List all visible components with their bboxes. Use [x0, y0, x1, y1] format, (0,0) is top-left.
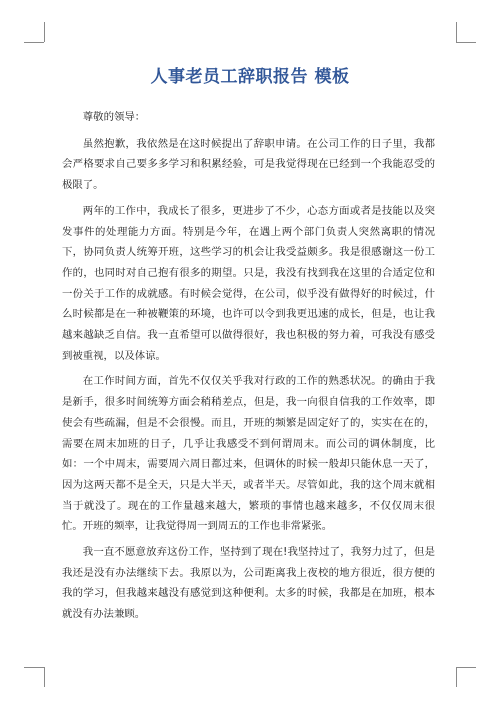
paragraph-1: 虽然抱歉，我依然是在这时候提出了辞职申请。在公司工作的日子里，我都会严格要求自己要多多学习和积累经验，可是我觉得现在已经到一个我能忍受的极限了。: [62, 137, 435, 192]
paragraph-4: 我一直不愿意放弃这份工作，坚持到了现在!我坚持过了，我努力过了，但是我还是没有办法继续下去。我原以为，公司距离我上夜校的地方很近，很方便的我的学习，但我越来越没有感觉到这种便利。太多的时候，我都是在加班，根本就没有办法兼顾。: [62, 546, 435, 621]
crop-mark-top-left: [24, 42, 44, 43]
document-title: 人事老员工辞职报告 模板: [150, 67, 350, 87]
paragraph-3: 在工作时间方面，首先不仅仅关乎我对行政的工作的熟悉状况。的确由于我是新手，很多时间统筹方面会稍稍差点，但是，我一向很自信我的工作效率，即使会有些疏漏，但是不会很慢。而且，开班的频繁是固定好了的，实实在在的，需要在周末加班的日子，几乎让我感受不到何谓周末。而公司的调休制度，比如：一个中周末，需要周六周日都过来，但调休的时候一般却只能休息一天了，因为这两天都不是全天，只是大半天，或者半天。尽管如此，我的这个周末就相当于就没了。现在的工作量越来越大，繁琐的事情也越来越多，不仅仅周末很忙。开班的频率，让我觉得周一到周五的工作也非常紧张。: [62, 375, 435, 533]
crop-mark-bottom-left: [24, 667, 44, 668]
crop-mark-bottom-right: [456, 667, 476, 668]
crop-mark-bottom-left: [44, 667, 45, 687]
document-body: [62, 107, 435, 625]
crop-mark-top-left: [44, 22, 45, 42]
salutation: 尊敬的领导：: [82, 111, 146, 123]
crop-mark-bottom-right: [456, 667, 457, 687]
paragraph-2: 两年的工作中，我成长了很多，更进步了不少，心态方面或者是技能以及突发事件的处理能力方面。特别是今年，在遇上两个部门负责人突然离职的情况下，协同负责人统筹开班，这些学习的机会让我受益颇多。我是很感谢这一份工作的，也同时对自己抱有很多的期望。只是，我没有找到我在这里的合适定位和一份关于工作的成就感。有时候会觉得，在公司，似乎没有做得好的时候过，什么时候都是在一种被鞭策的环境，也许可以令到我更迅速的成长，但是，也让我越来越缺乏自信。我一直希望可以做得很好，我也积极的努力着，可我没有感受到被重视，以及体谅。: [62, 204, 435, 362]
crop-mark-top-right: [456, 42, 476, 43]
crop-mark-top-right: [456, 22, 457, 42]
